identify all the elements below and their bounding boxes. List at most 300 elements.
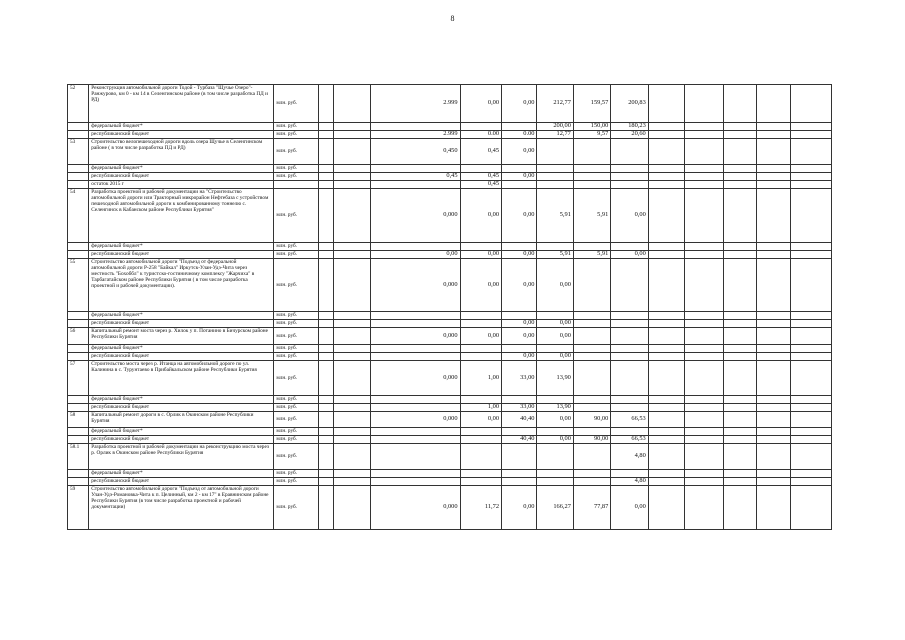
value-cell xyxy=(334,444,370,470)
value-cell xyxy=(723,181,756,189)
value-cell: 33,00 xyxy=(502,361,537,396)
row-name: республиканский бюджет xyxy=(89,251,274,259)
row-number xyxy=(68,345,89,353)
value-cell xyxy=(791,328,832,345)
table-row-project xyxy=(68,139,832,165)
row-unit: млн. руб. xyxy=(274,251,319,259)
value-cell xyxy=(648,486,684,530)
value-cell: 66,53 xyxy=(611,436,648,444)
value-cell: 166,27 xyxy=(537,486,573,530)
row-unit xyxy=(274,181,319,189)
value-cell xyxy=(370,478,460,486)
value-cell xyxy=(318,173,333,181)
row-unit: млн. руб. xyxy=(274,470,319,478)
value-cell: 13,90 xyxy=(537,361,573,396)
value-cell xyxy=(791,165,832,173)
value-cell xyxy=(791,85,832,123)
table-row-subtotal xyxy=(68,436,832,444)
value-cell xyxy=(648,165,684,173)
value-cell xyxy=(791,243,832,251)
value-cell xyxy=(757,345,791,353)
row-unit: млн. руб. xyxy=(274,486,319,530)
value-cell xyxy=(370,123,460,131)
row-number: 53 xyxy=(68,139,89,165)
value-cell xyxy=(685,396,723,404)
row-name: республиканский бюджет xyxy=(89,173,274,181)
value-cell xyxy=(460,396,501,404)
value-cell xyxy=(723,312,756,320)
value-cell xyxy=(334,181,370,189)
row-name: федеральный бюджет* xyxy=(89,312,274,320)
value-cell xyxy=(685,189,723,243)
value-cell xyxy=(791,412,832,428)
row-name: Реконструкция автомобильной дороги Тодой - Турбаза "Щучье Озеро"- Ранжурово, км 0 - км 14 в Селенгинском районе (в том числе разработка ПД и РД) xyxy=(89,85,274,123)
value-cell xyxy=(502,478,537,486)
page-number: 8 xyxy=(450,14,455,23)
value-cell xyxy=(757,189,791,243)
value-cell: 11,72 xyxy=(460,486,501,530)
value-cell xyxy=(460,353,501,361)
value-cell xyxy=(334,396,370,404)
table-row-subtotal xyxy=(68,131,832,139)
value-cell xyxy=(318,361,333,396)
value-cell xyxy=(723,470,756,478)
value-cell: 0,000 xyxy=(370,328,460,345)
value-cell: 0.00 xyxy=(502,131,537,139)
value-cell xyxy=(791,361,832,396)
row-number xyxy=(68,353,89,361)
value-cell xyxy=(502,165,537,173)
value-cell xyxy=(573,181,610,189)
value-cell xyxy=(791,173,832,181)
value-cell xyxy=(318,328,333,345)
row-number xyxy=(68,165,89,173)
value-cell xyxy=(318,428,333,436)
value-cell xyxy=(573,243,610,251)
value-cell xyxy=(685,404,723,412)
value-cell: 0,00 xyxy=(502,353,537,361)
row-unit: млн. руб. xyxy=(274,353,319,361)
row-unit: млн. руб. xyxy=(274,139,319,165)
value-cell: 4,80 xyxy=(611,444,648,470)
value-cell xyxy=(502,470,537,478)
value-cell xyxy=(757,123,791,131)
value-cell xyxy=(648,396,684,404)
row-unit: млн. руб. xyxy=(274,123,319,131)
row-number xyxy=(68,251,89,259)
value-cell: 90,00 xyxy=(573,412,610,428)
value-cell xyxy=(334,189,370,243)
value-cell: 0,45 xyxy=(460,173,501,181)
row-number: 54 xyxy=(68,189,89,243)
row-number: 59 xyxy=(68,486,89,530)
value-cell xyxy=(537,139,573,165)
value-cell: 212,77 xyxy=(537,85,573,123)
value-cell xyxy=(502,243,537,251)
value-cell xyxy=(685,259,723,312)
value-cell: 150,00 xyxy=(573,123,610,131)
value-cell xyxy=(757,353,791,361)
value-cell xyxy=(685,412,723,428)
value-cell xyxy=(502,181,537,189)
row-name: республиканский бюджет xyxy=(89,353,274,361)
value-cell xyxy=(460,444,501,470)
value-cell xyxy=(611,428,648,436)
value-cell xyxy=(370,320,460,328)
value-cell xyxy=(460,165,501,173)
value-cell xyxy=(370,428,460,436)
value-cell xyxy=(537,181,573,189)
row-number: 58.1 xyxy=(68,444,89,470)
value-cell xyxy=(648,361,684,396)
value-cell xyxy=(460,436,501,444)
value-cell: 0,45 xyxy=(460,139,501,165)
value-cell xyxy=(791,131,832,139)
value-cell xyxy=(648,251,684,259)
value-cell xyxy=(537,243,573,251)
value-cell: 90,00 xyxy=(573,436,610,444)
value-cell xyxy=(611,139,648,165)
value-cell xyxy=(791,396,832,404)
row-unit: млн. руб. xyxy=(274,412,319,428)
value-cell xyxy=(757,181,791,189)
value-cell xyxy=(573,428,610,436)
value-cell xyxy=(334,361,370,396)
value-cell xyxy=(723,436,756,444)
value-cell xyxy=(648,328,684,345)
value-cell xyxy=(611,361,648,396)
value-cell: 0,00 xyxy=(537,436,573,444)
value-cell xyxy=(685,478,723,486)
value-cell xyxy=(757,131,791,139)
value-cell xyxy=(460,320,501,328)
value-cell: 0,000 xyxy=(370,361,460,396)
value-cell xyxy=(791,320,832,328)
value-cell xyxy=(573,404,610,412)
value-cell: 0,000 xyxy=(370,412,460,428)
value-cell: 0,00 xyxy=(611,486,648,530)
row-name: республиканский бюджет xyxy=(89,404,274,412)
table-row-project xyxy=(68,85,832,123)
value-cell xyxy=(723,353,756,361)
value-cell xyxy=(757,173,791,181)
table-row-subtotal xyxy=(68,243,832,251)
row-unit: млн. руб. xyxy=(274,165,319,173)
table-row-project xyxy=(68,361,832,396)
value-cell xyxy=(723,165,756,173)
value-cell xyxy=(537,173,573,181)
table-row-project xyxy=(68,328,832,345)
row-unit: млн. руб. xyxy=(274,478,319,486)
table-row-subtotal xyxy=(68,353,832,361)
value-cell xyxy=(318,189,333,243)
value-cell xyxy=(318,404,333,412)
value-cell xyxy=(334,436,370,444)
value-cell xyxy=(370,243,460,251)
value-cell xyxy=(318,181,333,189)
value-cell: 0,00 xyxy=(502,486,537,530)
value-cell xyxy=(648,131,684,139)
value-cell xyxy=(791,259,832,312)
value-cell xyxy=(334,123,370,131)
value-cell xyxy=(460,478,501,486)
value-cell xyxy=(685,181,723,189)
value-cell xyxy=(757,396,791,404)
value-cell xyxy=(723,444,756,470)
table-row-project xyxy=(68,412,832,428)
value-cell xyxy=(648,345,684,353)
value-cell: 13,90 xyxy=(537,404,573,412)
value-cell xyxy=(685,353,723,361)
value-cell xyxy=(334,251,370,259)
value-cell xyxy=(318,478,333,486)
row-unit: млн. руб. xyxy=(274,312,319,320)
value-cell xyxy=(648,123,684,131)
value-cell xyxy=(370,444,460,470)
value-cell xyxy=(502,396,537,404)
value-cell xyxy=(791,123,832,131)
value-cell xyxy=(611,243,648,251)
value-cell xyxy=(648,320,684,328)
value-cell xyxy=(537,444,573,470)
row-number xyxy=(68,436,89,444)
value-cell xyxy=(334,486,370,530)
value-cell xyxy=(757,444,791,470)
value-cell xyxy=(318,470,333,478)
value-cell xyxy=(757,139,791,165)
row-unit: млн. руб. xyxy=(274,361,319,396)
value-cell xyxy=(573,259,610,312)
value-cell: 0,00 xyxy=(502,320,537,328)
row-number xyxy=(68,404,89,412)
value-cell xyxy=(723,328,756,345)
value-cell xyxy=(502,123,537,131)
row-name: федеральный бюджет* xyxy=(89,165,274,173)
value-cell: 12,77 xyxy=(537,131,573,139)
table-row-project xyxy=(68,444,832,470)
value-cell xyxy=(334,470,370,478)
value-cell xyxy=(791,139,832,165)
row-number xyxy=(68,173,89,181)
value-cell xyxy=(791,345,832,353)
value-cell xyxy=(757,478,791,486)
value-cell xyxy=(791,404,832,412)
value-cell: 40,40 xyxy=(502,412,537,428)
value-cell xyxy=(318,320,333,328)
value-cell xyxy=(611,345,648,353)
value-cell xyxy=(648,353,684,361)
value-cell: 0,00 xyxy=(537,320,573,328)
value-cell xyxy=(318,436,333,444)
value-cell xyxy=(757,328,791,345)
value-cell xyxy=(460,243,501,251)
value-cell: 33,00 xyxy=(502,404,537,412)
value-cell xyxy=(318,131,333,139)
value-cell xyxy=(502,312,537,320)
row-unit: млн. руб. xyxy=(274,345,319,353)
value-cell: 0,000 xyxy=(370,259,460,312)
value-cell: 0,00 xyxy=(611,189,648,243)
value-cell xyxy=(757,470,791,478)
row-number xyxy=(68,428,89,436)
value-cell: 0,00 xyxy=(537,328,573,345)
value-cell xyxy=(685,328,723,345)
row-name: федеральный бюджет* xyxy=(89,123,274,131)
value-cell xyxy=(757,361,791,396)
row-number: 56 xyxy=(68,328,89,345)
budget-table xyxy=(67,84,832,530)
value-cell xyxy=(573,353,610,361)
row-number xyxy=(68,131,89,139)
value-cell: 0,00 xyxy=(502,139,537,165)
value-cell xyxy=(648,444,684,470)
value-cell: 0,450 xyxy=(370,139,460,165)
value-cell xyxy=(370,345,460,353)
value-cell xyxy=(370,165,460,173)
value-cell: 200,83 xyxy=(611,85,648,123)
value-cell: 0,00 xyxy=(611,251,648,259)
value-cell xyxy=(537,345,573,353)
value-cell xyxy=(370,353,460,361)
value-cell xyxy=(318,396,333,404)
value-cell: 0,00 xyxy=(370,251,460,259)
value-cell xyxy=(648,478,684,486)
value-cell: 159,57 xyxy=(573,85,610,123)
value-cell xyxy=(757,412,791,428)
value-cell: 0,00 xyxy=(537,353,573,361)
value-cell: 5,91 xyxy=(537,251,573,259)
row-unit: млн. руб. xyxy=(274,320,319,328)
row-number: 57 xyxy=(68,361,89,396)
value-cell xyxy=(685,428,723,436)
value-cell xyxy=(685,345,723,353)
value-cell xyxy=(685,312,723,320)
value-cell xyxy=(537,312,573,320)
value-cell: 5,91 xyxy=(537,189,573,243)
value-cell xyxy=(757,428,791,436)
value-cell xyxy=(648,436,684,444)
row-unit: млн. руб. xyxy=(274,173,319,181)
value-cell xyxy=(685,165,723,173)
row-unit: млн. руб. xyxy=(274,328,319,345)
value-cell xyxy=(318,353,333,361)
value-cell xyxy=(573,396,610,404)
value-cell: 0,00 xyxy=(460,328,501,345)
value-cell xyxy=(573,320,610,328)
row-name: Разработка проектной и рабочей документации на реконструкцию моста через р. Орлик в Окинском районе Республики Бурятия xyxy=(89,444,274,470)
table-body xyxy=(68,85,832,530)
value-cell xyxy=(537,478,573,486)
value-cell xyxy=(791,353,832,361)
value-cell xyxy=(723,123,756,131)
value-cell: 0,45 xyxy=(460,181,501,189)
value-cell: 1,00 xyxy=(460,404,501,412)
value-cell xyxy=(757,85,791,123)
value-cell xyxy=(723,412,756,428)
value-cell xyxy=(685,320,723,328)
value-cell: 0,000 xyxy=(370,486,460,530)
table-row-subtotal xyxy=(68,404,832,412)
table-row-subtotal xyxy=(68,320,832,328)
value-cell xyxy=(318,251,333,259)
value-cell xyxy=(370,404,460,412)
value-cell xyxy=(370,312,460,320)
value-cell: 0,00 xyxy=(537,412,573,428)
table-row-subtotal xyxy=(68,165,832,173)
value-cell xyxy=(370,396,460,404)
value-cell xyxy=(573,444,610,470)
value-cell xyxy=(318,412,333,428)
row-name: федеральный бюджет* xyxy=(89,470,274,478)
row-unit: млн. руб. xyxy=(274,243,319,251)
value-cell xyxy=(791,486,832,530)
row-number xyxy=(68,312,89,320)
value-cell xyxy=(318,259,333,312)
value-cell xyxy=(537,165,573,173)
value-cell: 0,00 xyxy=(502,251,537,259)
value-cell xyxy=(334,173,370,181)
value-cell xyxy=(757,486,791,530)
value-cell xyxy=(685,361,723,396)
row-number: 55 xyxy=(68,259,89,312)
row-name: федеральный бюджет* xyxy=(89,396,274,404)
value-cell xyxy=(648,428,684,436)
value-cell xyxy=(573,470,610,478)
row-name: Строительство моста через р. Итанца на автомобильной дороге по ул. Калинина в с. Турунтаево в Прибайкальском районе Республики Бурятия xyxy=(89,361,274,396)
value-cell xyxy=(791,444,832,470)
value-cell xyxy=(573,478,610,486)
value-cell xyxy=(334,353,370,361)
row-name: Капитальный ремонт дороги в с. Орлик в Окинском районе Республики Бурятия xyxy=(89,412,274,428)
value-cell xyxy=(334,165,370,173)
value-cell xyxy=(334,320,370,328)
value-cell xyxy=(573,312,610,320)
table-row-subtotal xyxy=(68,478,832,486)
value-cell xyxy=(723,478,756,486)
value-cell xyxy=(648,85,684,123)
value-cell: 0,000 xyxy=(370,189,460,243)
value-cell xyxy=(685,251,723,259)
value-cell xyxy=(791,428,832,436)
value-cell: 20,60 xyxy=(611,131,648,139)
row-unit: млн. руб. xyxy=(274,396,319,404)
value-cell: 1,00 xyxy=(460,361,501,396)
value-cell: 0.00 xyxy=(460,131,501,139)
value-cell xyxy=(334,131,370,139)
value-cell xyxy=(611,328,648,345)
row-name: республиканский бюджет xyxy=(89,131,274,139)
value-cell xyxy=(685,436,723,444)
value-cell xyxy=(502,345,537,353)
value-cell xyxy=(460,312,501,320)
row-number xyxy=(68,181,89,189)
value-cell xyxy=(318,85,333,123)
value-cell xyxy=(791,436,832,444)
value-cell xyxy=(791,312,832,320)
value-cell xyxy=(318,123,333,131)
value-cell xyxy=(685,444,723,470)
value-cell xyxy=(685,470,723,478)
value-cell: 0,00 xyxy=(460,85,501,123)
value-cell xyxy=(685,486,723,530)
value-cell xyxy=(460,428,501,436)
value-cell xyxy=(318,243,333,251)
row-name: Строительство велопешеходной дороги вдоль озера Щучье в Селенгинском районе ( в том числе разработка ПД и РД) xyxy=(89,139,274,165)
value-cell: 4,80 xyxy=(611,478,648,486)
value-cell xyxy=(685,139,723,165)
value-cell xyxy=(334,412,370,428)
value-cell xyxy=(537,428,573,436)
